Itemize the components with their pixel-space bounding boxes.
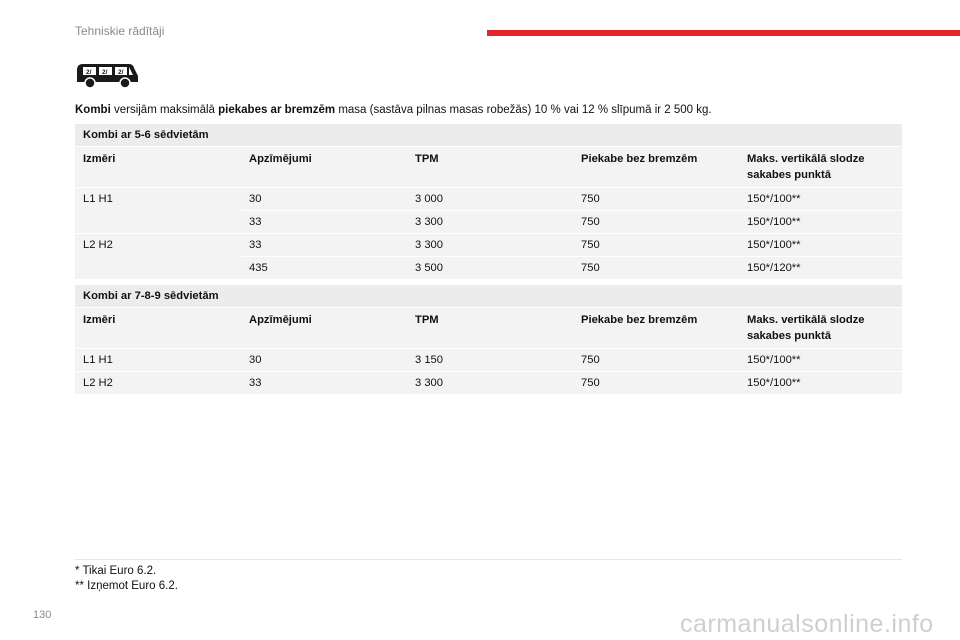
table-cell: 750 [573,211,739,234]
table-cell: 33 [241,234,407,257]
column-header: Piekabe bez bremzēm [573,147,739,188]
table-cell: 435 [241,257,407,280]
page-number: 130 [33,609,52,621]
table-row [75,234,902,257]
column-header: Izmēri [75,308,241,349]
column-header: Maks. vertikālā slodze sakabes punktā [739,147,902,188]
van-icon [73,58,141,90]
table-cell: 33 [241,372,407,395]
table-cell: 30 [241,349,407,372]
intro-bold-trailer: piekabes ar bremzēm [218,104,336,116]
seat-mark-3: 2/ [118,69,124,76]
table-cell: 750 [573,372,739,395]
table-cell: L2 H2 [75,234,241,280]
table-cell: 750 [573,349,739,372]
intro-bold-kombi: Kombi [75,104,111,116]
intro-paragraph [75,104,712,116]
table-cell: L2 H2 [75,372,241,395]
table-kombi-7-8-9-seats [75,284,902,394]
table-cell: 150*/100** [739,372,902,395]
table-title: Kombi ar 7-8-9 sēdvietām [75,285,902,308]
column-header: Izmēri [75,147,241,188]
table-cell: 150*/100** [739,188,902,211]
watermark: carmanualsonline.info [680,610,934,638]
column-header: Piekabe bez bremzēm [573,308,739,349]
header-accent-bar [487,30,960,36]
footnote-divider [75,559,902,560]
table-cell: 3 000 [407,188,573,211]
footnote-except-euro-6-2: ** Izņemot Euro 6.2. [75,580,178,592]
column-header: Maks. vertikālā slodze sakabes punktā [739,308,902,349]
table-cell: 3 300 [407,211,573,234]
table-row [75,372,902,395]
seat-mark-1: 2/ [86,69,92,76]
table-cell: L1 H1 [75,188,241,234]
table-cell: 150*/100** [739,349,902,372]
table-cell: 150*/100** [739,234,902,257]
table-cell: 750 [573,188,739,211]
table-row [75,349,902,372]
seat-mark-2: 2/ [102,69,108,76]
intro-text-1: versijām maksimālā [110,104,219,116]
table-cell: 750 [573,234,739,257]
column-header: TPM [407,308,573,349]
table-cell: 30 [241,188,407,211]
section-title: Tehniskie rādītāji [75,24,165,38]
table-cell: 3 500 [407,257,573,280]
table-cell: 3 300 [407,372,573,395]
column-header: Apzīmējumi [241,147,407,188]
table-kombi-5-6-seats [75,123,902,279]
table-cell: 750 [573,257,739,280]
table-cell: 33 [241,211,407,234]
table-cell: 3 150 [407,349,573,372]
table-cell: 150*/100** [739,211,902,234]
footnote-euro-6-2: * Tikai Euro 6.2. [75,565,157,577]
table-cell: 150*/120** [739,257,902,280]
table-title: Kombi ar 5-6 sēdvietām [75,124,902,147]
column-header: TPM [407,147,573,188]
intro-text-2: masa (sastāva pilnas masas robežās) 10 % vai 12 % slīpumā ir 2 500 kg. [335,104,712,116]
table-cell: 3 300 [407,234,573,257]
table-cell: L1 H1 [75,349,241,372]
column-header: Apzīmējumi [241,308,407,349]
table-row [75,188,902,211]
